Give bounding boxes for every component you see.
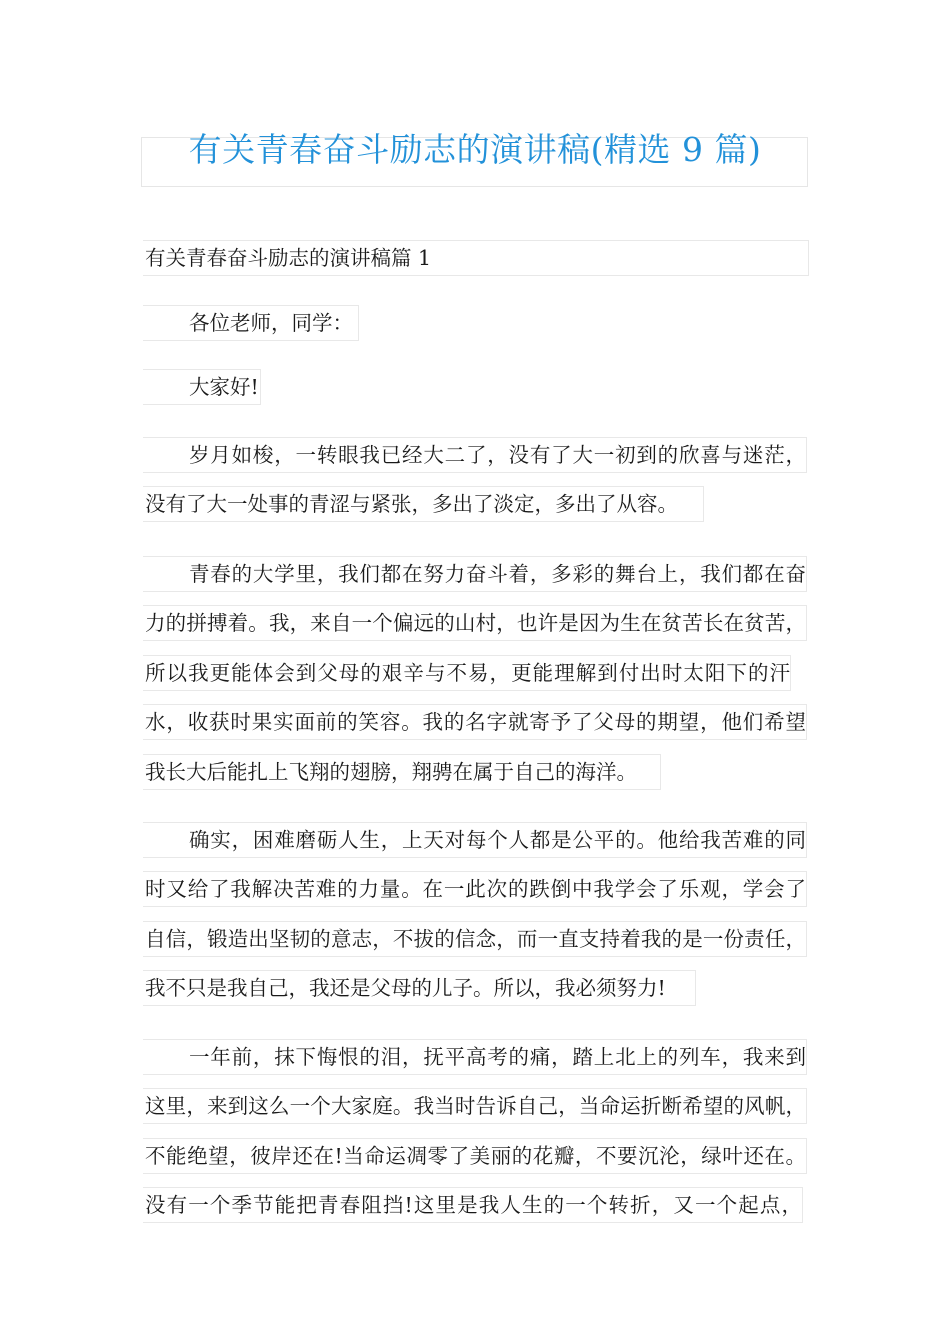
greeting: 大家好! xyxy=(143,369,261,405)
paragraph-line: 不能绝望，彼岸还在!当命运凋零了美丽的花瓣，不要沉沦，绿叶还在。 xyxy=(143,1138,807,1174)
paragraph-line: 水，收获时果实面前的笑容。我的名字就寄予了父母的期望，他们希望 xyxy=(143,704,807,740)
paragraph-line: 我不只是我自己，我还是父母的儿子。所以，我必须努力! xyxy=(143,970,696,1006)
paragraph-line: 岁月如梭，一转眼我已经大二了，没有了大一初到的欣喜与迷茫， xyxy=(143,437,807,473)
section-heading: 有关青春奋斗励志的演讲稿篇 1 xyxy=(143,240,809,276)
paragraph-line: 自信，锻造出坚韧的意志，不拔的信念，而一直支持着我的是一份责任， xyxy=(143,921,807,957)
paragraph-line: 力的拼搏着。我，来自一个偏远的山村，也许是因为生在贫苦长在贫苦， xyxy=(143,605,807,641)
paragraph-line: 所以我更能体会到父母的艰辛与不易，更能理解到付出时太阳下的汗 xyxy=(143,655,791,691)
paragraph-line: 我长大后能扎上飞翔的翅膀，翔骋在属于自己的海洋。 xyxy=(143,754,661,790)
paragraph-line: 这里，来到这么一个大家庭。我当时告诉自己，当命运折断希望的风帆， xyxy=(143,1088,807,1124)
paragraph-line: 青春的大学里，我们都在努力奋斗着，多彩的舞台上，我们都在奋 xyxy=(143,556,807,592)
paragraph-line: 时又给了我解决苦难的力量。在一此次的跌倒中我学会了乐观，学会了 xyxy=(143,871,807,907)
paragraph-line: 确实，困难磨砺人生，上天对每个人都是公平的。他给我苦难的同 xyxy=(143,822,807,858)
document-title: 有关青春奋斗励志的演讲稿(精选 9 篇) xyxy=(188,130,762,169)
paragraph-line: 一年前，抹下悔恨的泪，抚平高考的痛，踏上北上的列车，我来到 xyxy=(143,1039,807,1075)
salutation: 各位老师，同学： xyxy=(143,305,359,341)
paragraph-line: 没有一个季节能把青春阻挡!这里是我人生的一个转折，又一个起点， xyxy=(143,1187,803,1223)
paragraph-line: 没有了大一处事的青涩与紧张，多出了淡定，多出了从容。 xyxy=(143,486,704,522)
